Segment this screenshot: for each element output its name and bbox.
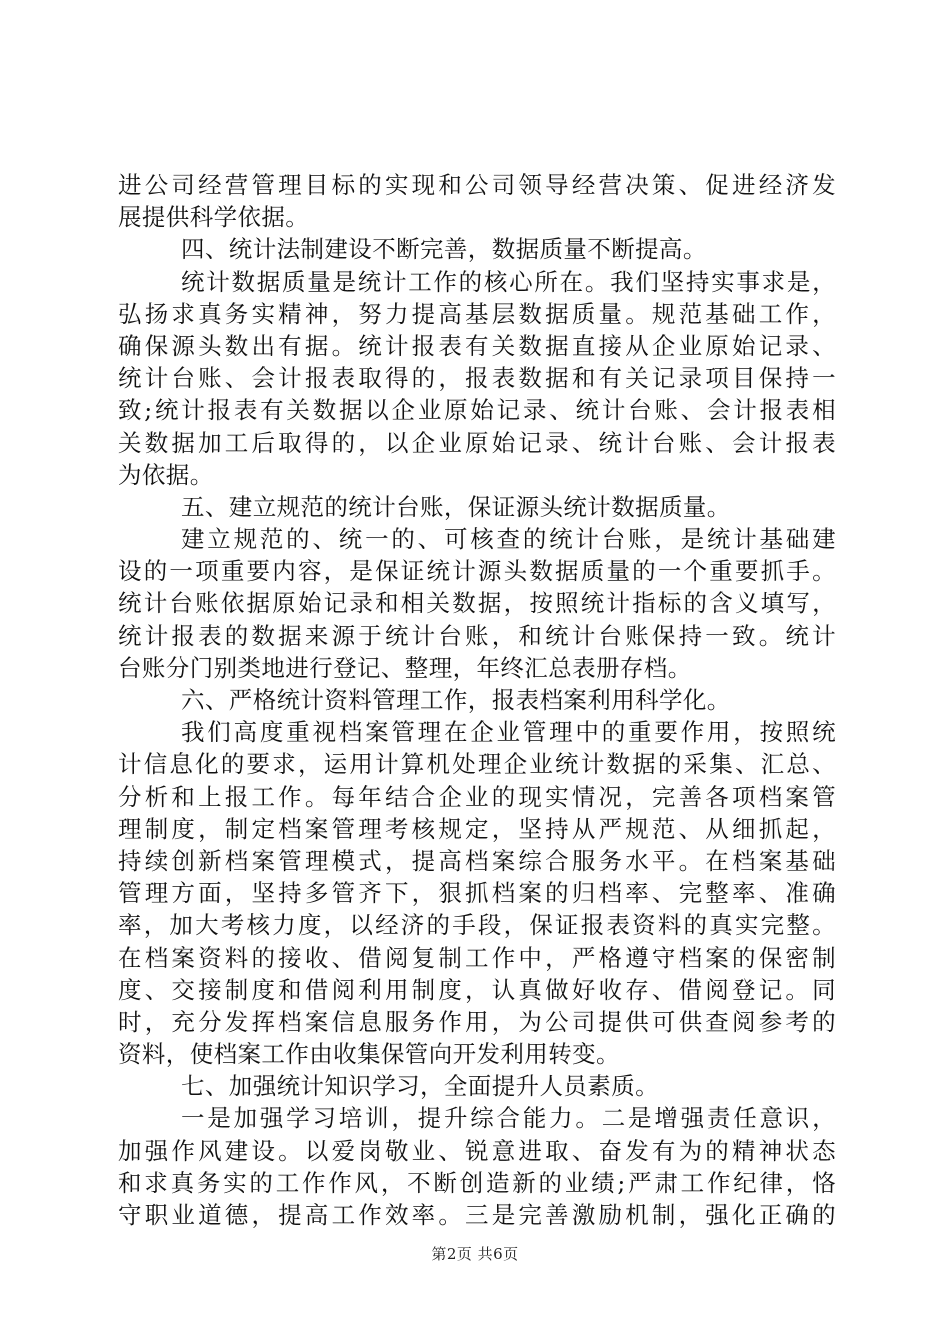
text-line: 建立规范的、统一的、可核查的统计台账，是统计基础建 xyxy=(181,525,836,554)
section-heading: 五、建立规范的统计台账，保证源头统计数据质量。 xyxy=(181,492,731,521)
text-line: 统计报表的数据来源于统计台账，和统计台账保持一致。统计 xyxy=(118,621,836,650)
text-line: 弘扬求真务实精神，努力提高基层数据质量。规范基础工作， xyxy=(118,299,836,328)
text-line: 设的一项重要内容，是保证统计源头数据质量的一个重要抓手。 xyxy=(118,557,836,586)
text-line: 时，充分发挥档案信息服务作用，为公司提供可供查阅参考的 xyxy=(118,1007,836,1036)
text-line: 理制度，制定档案管理考核规定，坚持从严规范、从细抓起， xyxy=(118,814,836,843)
text-line: 计信息化的要求，运用计算机处理企业统计数据的采集、汇总、 xyxy=(118,750,836,779)
section-heading: 七、加强统计知识学习，全面提升人员素质。 xyxy=(181,1072,659,1101)
text-line: 进公司经营管理目标的实现和公司领导经营决策、促进经济发 xyxy=(118,171,836,199)
text-line: 为依据。 xyxy=(118,460,214,489)
document-body xyxy=(118,169,836,1231)
text-line: 统计数据质量是统计工作的核心所在。我们坚持实事求是， xyxy=(181,267,836,296)
section-heading: 六、严格统计资料管理工作，报表档案利用科学化。 xyxy=(181,686,731,714)
text-line: 关数据加工后取得的，以企业原始记录、统计台账、会计报表 xyxy=(118,428,836,457)
text-line: 统计台账、会计报表取得的，报表数据和有关记录项目保持一 xyxy=(118,364,836,393)
text-line: 在档案资料的接收、借阅复制工作中，严格遵守档案的保密制 xyxy=(118,943,836,972)
text-line: 我们高度重视档案管理在企业管理中的重要作用，按照统 xyxy=(181,718,836,747)
section-heading: 四、统计法制建设不断完善，数据质量不断提高。 xyxy=(181,235,707,264)
text-line: 守职业道德，提高工作效率。三是完善激励机制，强化正确的 xyxy=(118,1201,836,1229)
text-line: 和求真务实的工作作风，不断创造新的业绩;严肃工作纪律，恪 xyxy=(118,1168,836,1197)
text-line: 管理方面，坚持多管齐下，狠抓档案的归档率、完整率、准确 xyxy=(118,879,836,908)
text-line: 一是加强学习培训，提升综合能力。二是增强责任意识， xyxy=(181,1104,836,1133)
text-line: 确保源头数出有据。统计报表有关数据直接从企业原始记录、 xyxy=(118,331,836,360)
text-line: 率，加大考核力度，以经济的手段，保证报表资料的真实完整。 xyxy=(118,911,836,940)
page-number-footer: 第2页 共6页 xyxy=(431,1245,519,1263)
text-line: 统计台账依据原始记录和相关数据，按照统计指标的含义填写， xyxy=(118,589,836,618)
text-line: 展提供科学依据。 xyxy=(118,203,310,232)
text-line: 持续创新档案管理模式，提高档案综合服务水平。在档案基础 xyxy=(118,846,836,875)
text-line: 台账分门别类地进行登记、整理，年终汇总表册存档。 xyxy=(118,653,692,682)
text-line: 分析和上报工作。每年结合企业的现实情况，完善各项档案管 xyxy=(118,782,836,811)
text-line: 致;统计报表有关数据以企业原始记录、统计台账、会计报表相 xyxy=(118,396,836,425)
text-line: 资料，使档案工作由收集保管向开发利用转变。 xyxy=(118,1040,620,1069)
text-line: 加强作风建设。以爱岗敬业、锐意进取、奋发有为的精神状态 xyxy=(118,1136,836,1165)
text-line: 度、交接制度和借阅利用制度，认真做好收存、借阅登记。同 xyxy=(118,975,836,1004)
